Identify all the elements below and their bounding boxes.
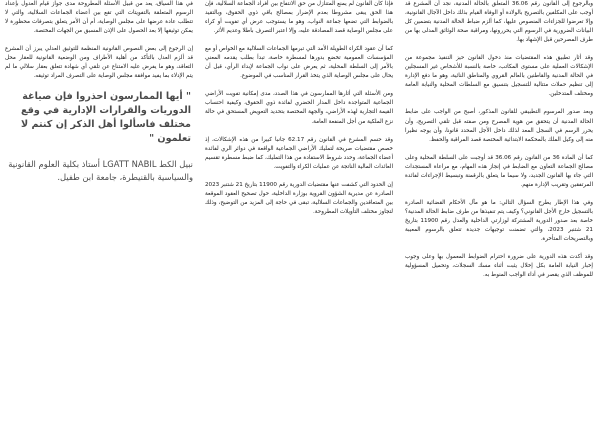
article-paragraph: وقد أثار تطبيق هذه المقتضيات منذ دخول القانون حيز التنفيذ مجموعة من الإشكالات العملية على مستوى المكاتب، خاصة بالنسبة للأشخاص غير المسجلين في الحالة المدنية والقاطنين بالعالم القروي والمناطق النائية، وهو ما دفع الإدارة إلى تنظيم حملات متتالية للتسجيل بتنسيق مع السلطات المحلية والنيابة العامة ومختلف المتدخلين. — [405, 55, 593, 98]
article-paragraph: إن الرجوع إلى بعض النصوص القانونية المنظمة للتوثيق العدلي يبرز أن المشرع قد ألزم العدل بالتأكد من أهلية الأطراف ومن الوضعية القانونية للعقار محل التعاقد، وهو ما يفرض عليه الامتناع عن تلقي أي شهادة تتعلق بعقار سلالي ما لم يتم الإدلاء بما يفيد موافقة مجلس الوصاية على التصرف المراد توثيقه. — [5, 46, 193, 80]
article-column-middle — [205, 0, 393, 424]
article-paragraph: وفي هذا الإطار يطرح السؤال التالي: ما هو مآل الأحكام القضائية الصادرة بالتسجيل خارج الأجل القانوني؟ وكيف يتم تنفيذها من طرف ضابط الحالة المدنية؟ خاصة بعد صدور الدورية المشتركة لوزارتي الداخلية والعدل رقم 11900 بتاريخ 21 شتنبر 2023، والتي تضمنت توجيهات جديدة تتعلق بالرسوم المعيبة وبالتصريحات المتأخرة. — [405, 199, 593, 243]
article-paragraph: وقد أكدت هذه الدورية على ضرورة احترام الضوابط المعمول بها وعلى وجوب إخبار النيابة العامة بكل إخلال يثبت أثناء مسك السجلات، وتحميل المسؤولية للموظف الذي يقصر في أداء الواجب المنوط به. — [405, 254, 593, 279]
pull-quote: " أيها الممارسون احذروا فإن صياغة الدوريات والقرارات الإدارية في وقع مختلف فاسألوا أهل الذكر إن كنتم لا تعلمون " — [20, 91, 191, 145]
article-column-left — [5, 0, 193, 424]
article-paragraph: كما أن المادة 36 من القانون رقم 36.06 قد أوجبت على السلطة المحلية وعلى مصالح الجماعة التعاون مع الضابط في إنجاز هذه المهام، مع مراعاة المستجدات التي جاء بها القانون الجديد، ولا سيما ما يتعلق بالرقمنة وتبسيط الإجراءات لفائدة المرتفقين وتقريب الإدارة منهم. — [405, 154, 593, 188]
article-paragraph: في هذا السياق، يعد من قبيل الأسئلة المطروحة مدى جواز قيام العدول بإعداد الرسوم المتعلقة بالتفويتات التي تقع بين أعضاء الجماعات السلالية، والتي لا تتطلب عادة عرضها على مجلس الوصاية، أم أن الأمر يتعلق بتصرفات محظورة لا يمكن توثيقها إلا بعد الحصول على الإذن المسبق من الجهات المختصة. — [5, 1, 193, 35]
author-note: نبيل الكط LGATT NABIL أستاذ بكلية العلوم القانونية والسياسية بالقنيطرة، جامعة ابن طفيل. — [8, 159, 193, 183]
article-column-right — [405, 0, 593, 424]
article-paragraph: فإذا كان القانون لم يمنع المتنازل من حق الانتفاع بين أفراد الجماعة السلالية، فإن هذا الحق يبقى مشروطا بعدم الإضرار بمصالح باقي ذوي الحقوق، وبالتقيد بالضوابط التي تضعها جماعة النواب، وهو ما يستوجب عرض أي تفويت أو كراء على مجلس الوصاية قصد المصادقة عليه، وإلا اعتبر التصرف باطلا وعديم الأثر. — [205, 1, 393, 35]
article-paragraph: ومن الأسئلة التي أثارها الممارسون في هذا الصدد، مدى إمكانية تفويت الأراضي الجماعية المتواجدة داخل المدار الحضري لفائدة ذوي الحقوق، وكيفية احتساب القيمة التجارية لهذه الأراضي، والجهة المختصة بتحديد التعويض المستحق في حالة نزع الملكية من أجل المنفعة العامة. — [205, 91, 393, 125]
article-paragraph: وقد حسم المشرع في القانون رقم 62.17 جانبا كبيرا من هذه الإشكالات، إذ خصص مقتضيات صريحة لتمليك الأراضي الجماعية الواقعة في دوائر الري لفائدة أعضاء الجماعة، وحدد شروط الاستفادة من هذا التمليك، كما ضبط مسطرة تقسيم العائدات المالية الناتجة عن عمليات الكراء والتفويت. — [205, 136, 393, 170]
article-paragraph: كما أن عقود الكراء الطويلة الأمد التي تبرمها الجماعات السلالية مع الخواص أو مع المؤسسات العمومية تخضع بدورها لمسطرة خاصة، تبدأ بطلب يقدمه المعني بالأمر إلى السلطة المحلية، ثم يعرض على نواب الجماعة لإبداء الرأي، قبل أن يحال على مجلس الوصاية الذي يتخذ القرار المناسب في الموضوع. — [205, 46, 393, 80]
article-paragraph: إن الحدود التي كشفت عنها مقتضيات الدورية رقم 11900 بتاريخ 21 شتنبر 2023 الصادرة عن مديرية الشؤون القروية بوزارة الداخلية، حول تصحيح العقود الموقعة بين المتعاقدين والجماعات السلالية، تبقى في حاجة إلى المزيد من التوضيح، وذلك لتجاوز مختلف التأويلات المطروحة. — [205, 181, 393, 215]
article-paragraph: وبالرجوع إلى القانون رقم 36.06 المتعلق بالحالة المدنية، نجد أن المشرع قد أوجب على المكلفين بالتصريح بالولادة أو الوفاة القيام بذلك داخل الآجال القانونية، وإلا تعرضوا للجزاءات المنصوص عليها، كما ألزم ضباط الحالة المدنية بتضمين كل البيانات الضرورية في الرسوم التي يحررونها، ومراقبة صحة الوثائق المدلى بها من طرف المصرحين قبل الإشهاد بها. — [405, 1, 593, 44]
article-paragraph: وبعد صدور المرسوم التطبيقي للقانون المذكور، أصبح من الواجب على ضابط الحالة المدنية أن يتحقق من هوية المصرح ومن صفته قبل تلقي التصريح، وأن يحرر الرسم في السجل المعد لذلك داخل الأجل المحدد قانونا، وأن يوجه نظيرا منه إلى وكيل الملك بالمحكمة الابتدائية المختصة قصد المراقبة والحفظ. — [405, 109, 593, 143]
